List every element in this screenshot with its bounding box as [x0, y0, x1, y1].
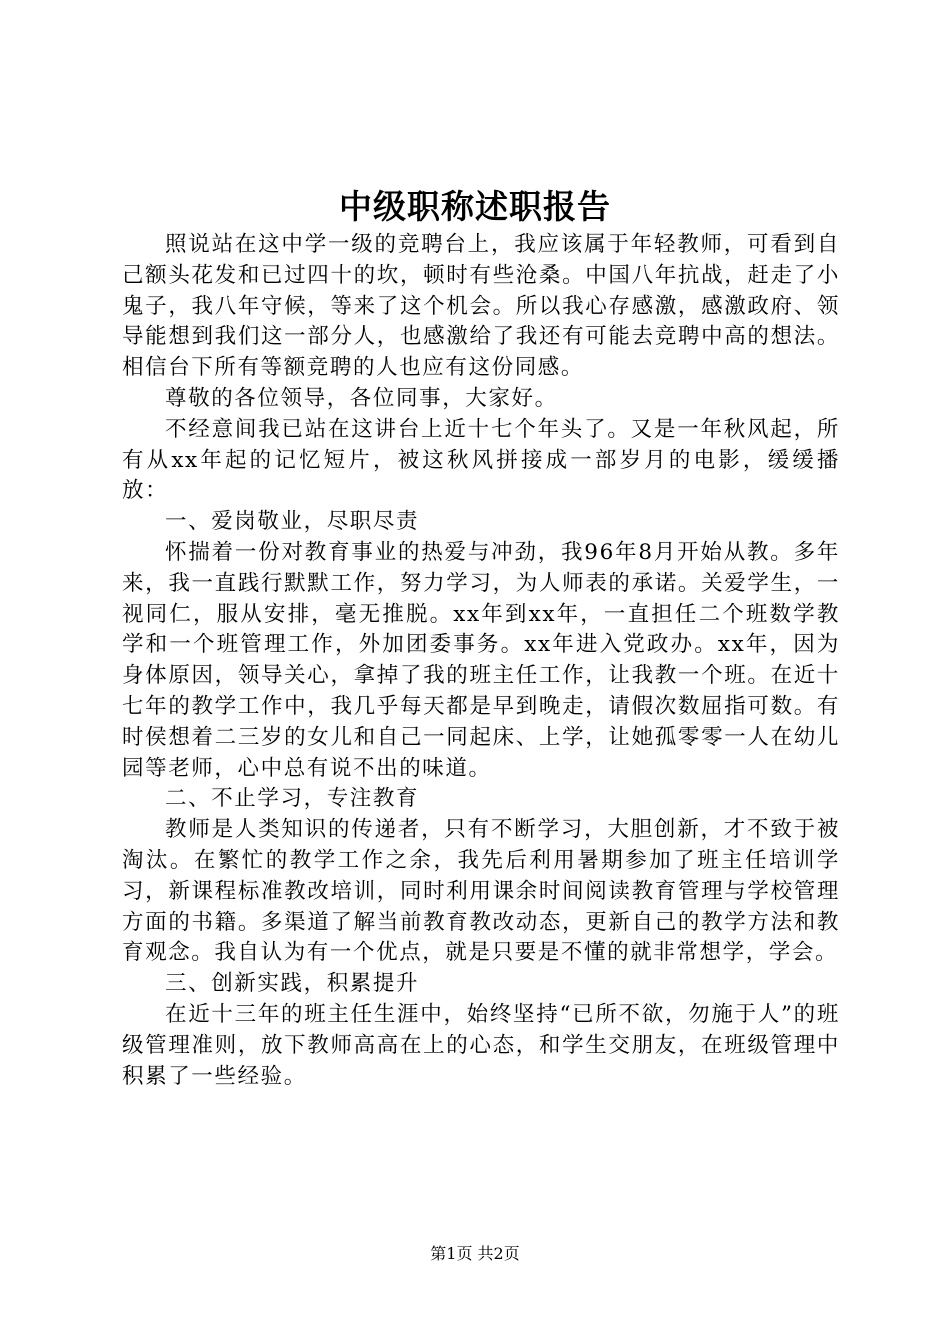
paragraph-greeting: 尊敬的各位领导，各位同事，大家好。	[165, 385, 558, 411]
section-heading-3: 三、创新实践，积累提升	[165, 971, 420, 997]
section-heading-2: 二、不止学习，专注教育	[165, 786, 420, 812]
page-footer: 第1页 共2页	[430, 1244, 520, 1263]
paragraph-section-1: 怀揣着一份对教育事业的热爱与冲劲，我96年8月开始从教。多年来，我一直践行默默工作，努力学习，为人师表的承诺。关爱学生，一视同仁，服从安排，毫无推脱。xx年到xx年，一直担任二个班数学教学和一个班管理工作，外加团委事务。xx年进入党政办。xx年，因为身体原因，领导关心，拿掉了我的班主任工作，让我教一个班。在近十七年的教学工作中，我几乎每天都是早到晚走，请假次数屈指可数。有时侯想着二三岁的女儿和自己一同起床、上学，让她孤零零一人在幼儿园等老师，心中总有说不出的味道。	[122, 539, 840, 781]
paragraph-intro: 照说站在这中学一级的竞聘台上，我应该属于年轻教师，可看到自己额头花发和已过四十的坎，顿时有些沧桑。中国八年抗战，赶走了小鬼子，我八年守候，等来了这个机会。所以我心存感激，感激政府、领导能想到我们这一部分人，也感激给了我还有可能去竞聘中高的想法。相信台下所有等额竞聘的人也应有这份同感。	[122, 232, 840, 381]
document-body	[122, 230, 840, 1092]
paragraph-opening: 不经意间我已站在这讲台上近十七个年头了。又是一年秋风起，所有从xx年起的记忆短片，被这秋风拼接成一部岁月的电影，缓缓播放：	[122, 416, 840, 504]
paragraph-section-2: 教师是人类知识的传递者，只有不断学习，大胆创新，才不致于被淘汰。在繁忙的教学工作之余，我先后利用暑期参加了班主任培训学习，新课程标准教改培训，同时利用课余时间阅读教育管理与学校管理方面的书籍。多渠道了解当前教育教改动态，更新自己的教学方法和教育观念。我自认为有一个优点，就是只要是不懂的就非常想学，学会。	[122, 817, 840, 966]
document-title: 中级职称述职报告	[339, 187, 611, 226]
section-heading-1: 一、爱岗敬业，尽职尽责	[165, 509, 420, 535]
paragraph-section-3: 在近十三年的班主任生涯中，始终坚持“已所不欲，勿施于人”的班级管理准则，放下教师高高在上的心态，和学生交朋友，在班级管理中积累了一些经验。	[122, 1001, 840, 1089]
